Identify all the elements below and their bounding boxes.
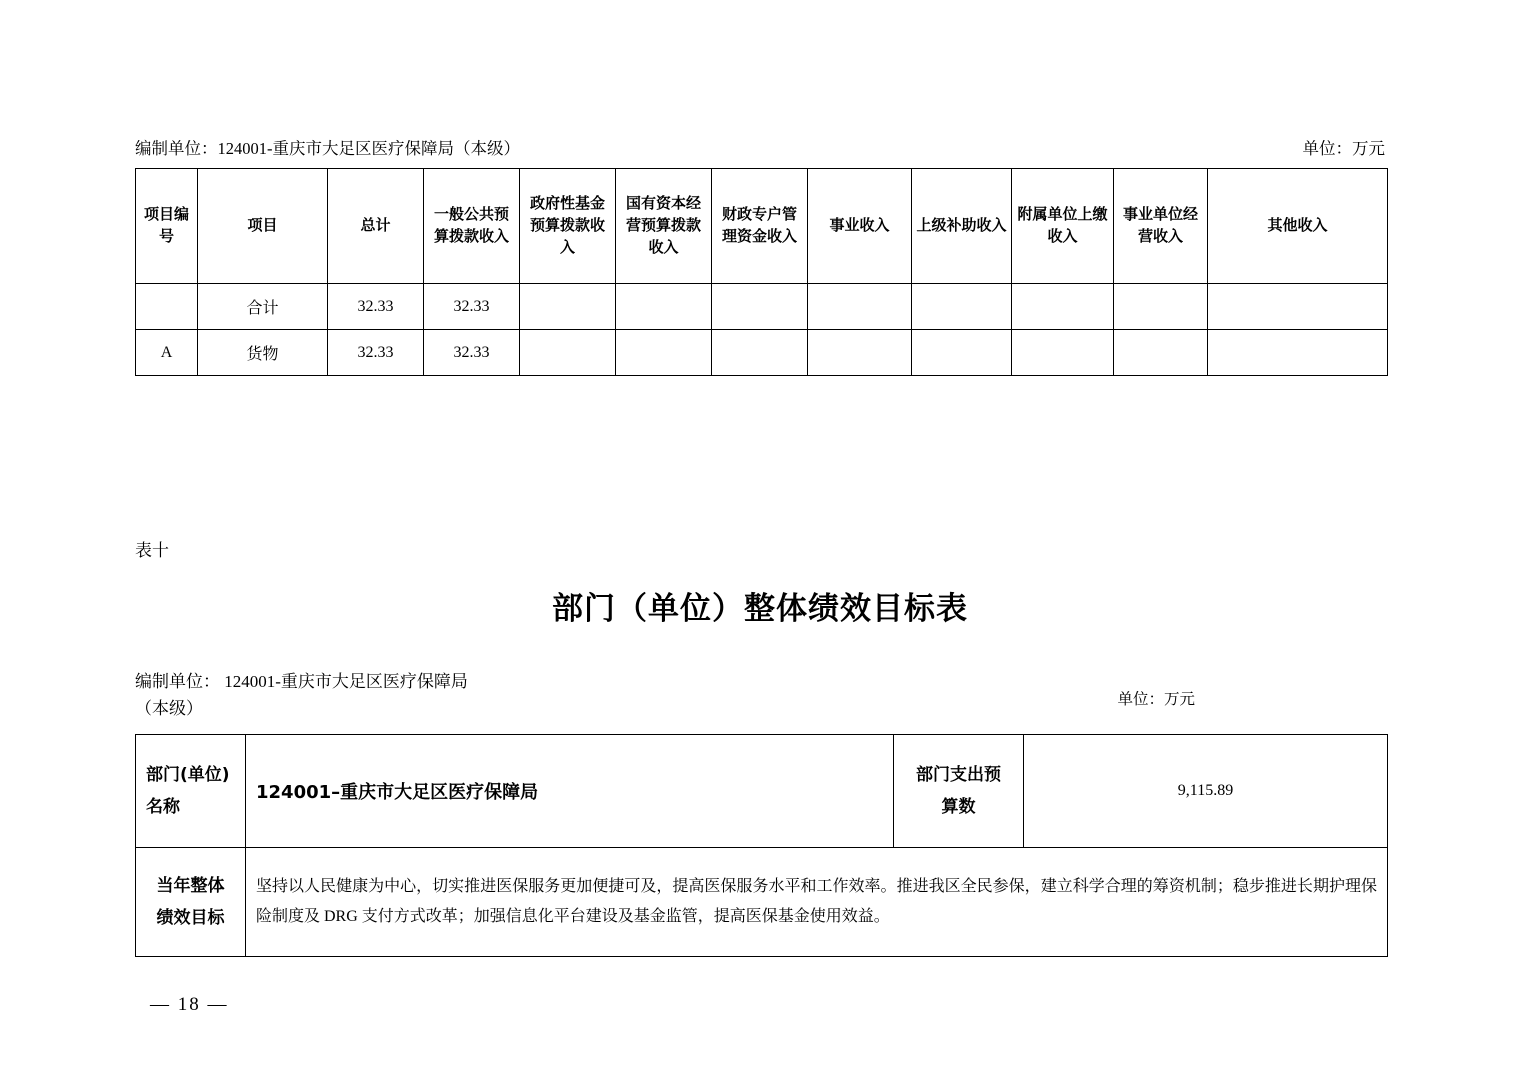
- top-table-unit: 单位：万元: [1302, 139, 1385, 158]
- dept-budget-label-line1: 部门支出预: [916, 764, 1001, 785]
- table-index-label: 表十: [135, 541, 169, 560]
- annual-goal-label-line2: 绩效目标: [156, 908, 225, 928]
- cell-business-unit-operating: [1114, 284, 1208, 330]
- dept-name-label-line1: 部门(单位): [146, 764, 230, 785]
- cell-general-public-budget: 32.33: [424, 330, 520, 376]
- cell-state-capital-budget: [616, 284, 712, 330]
- page-number: — 18 —: [150, 994, 229, 1015]
- perf-prepared-by-line1: 编制单位： 124001-重庆市大足区医疗保障局: [135, 672, 468, 691]
- table-header-row: [136, 169, 1388, 284]
- cell-total: 32.33: [328, 284, 424, 330]
- col-header-gov-fund-budget: 政府性基金预算拨款收入: [520, 169, 616, 284]
- overall-performance-goal-table: [135, 734, 1388, 957]
- cell-business-income: [808, 284, 912, 330]
- col-header-other-income: 其他收入: [1208, 169, 1388, 284]
- dept-budget-label-line2: 算数: [941, 797, 976, 817]
- cell-item: 合计: [198, 284, 328, 330]
- col-header-state-capital-budget: 国有资本经营预算拨款收入: [616, 169, 712, 284]
- top-table-meta: [135, 0, 1385, 159]
- cell-item: 货物: [198, 330, 328, 376]
- cell-gov-fund-budget: [520, 284, 616, 330]
- cell-other-income: [1208, 284, 1388, 330]
- dept-budget-label: [894, 735, 1024, 848]
- table-row-annual-goal: [136, 848, 1388, 957]
- table-row-dept-name: [136, 735, 1388, 848]
- cell-fiscal-account-funds: [712, 284, 808, 330]
- page-title: 部门（单位）整体绩效目标表: [552, 591, 968, 627]
- cell-gov-fund-budget: [520, 330, 616, 376]
- perf-unit-label: 单位：万元: [1117, 691, 1195, 708]
- cell-subordinate-turnover: [1012, 284, 1114, 330]
- cell-code: [136, 284, 198, 330]
- col-header-business-income: 事业收入: [808, 169, 912, 284]
- table-row: [136, 330, 1388, 376]
- cell-general-public-budget: 32.33: [424, 284, 520, 330]
- perf-table-meta: [135, 668, 1385, 720]
- col-header-subordinate-turnover: 附属单位上缴收入: [1012, 169, 1114, 284]
- col-header-general-public-budget: 一般公共预算拨款收入: [424, 169, 520, 284]
- table-row: [136, 284, 1388, 330]
- cell-other-income: [1208, 330, 1388, 376]
- procurement-income-table: [135, 168, 1388, 376]
- annual-goal-label: [136, 848, 246, 957]
- dept-name-value: 124001–重庆市大足区医疗保障局: [246, 735, 894, 848]
- col-header-fiscal-account-funds: 财政专户管理资金收入: [712, 169, 808, 284]
- cell-fiscal-account-funds: [712, 330, 808, 376]
- col-header-business-unit-operating: 事业单位经营收入: [1114, 169, 1208, 284]
- cell-subordinate-turnover: [1012, 330, 1114, 376]
- annual-goal-text: 坚持以人民健康为中心，切实推进医保服务更加便捷可及，提高医保服务水平和工作效率。推进我区全民参保，建立科学合理的筹资机制；稳步推进长期护理保险制度及 DRG 支付方式改革；加强信息化平台建设及基金监管，提高医保基金使用效益。: [246, 848, 1388, 957]
- col-header-item: 项目: [198, 169, 328, 284]
- cell-superior-subsidy: [912, 284, 1012, 330]
- annual-goal-label-line1: 当年整体: [156, 875, 225, 896]
- cell-superior-subsidy: [912, 330, 1012, 376]
- cell-business-income: [808, 330, 912, 376]
- col-header-total: 总计: [328, 169, 424, 284]
- top-table-prepared-by: 编制单位：124001-重庆市大足区医疗保障局（本级）: [135, 139, 520, 158]
- col-header-superior-subsidy: 上级补助收入: [912, 169, 1012, 284]
- dept-name-label-line2: 名称: [146, 797, 180, 817]
- dept-name-label: [136, 735, 246, 848]
- col-header-code: 项目编号: [136, 169, 198, 284]
- cell-code: A: [136, 330, 198, 376]
- dept-budget-value: 9,115.89: [1024, 735, 1388, 848]
- cell-business-unit-operating: [1114, 330, 1208, 376]
- cell-state-capital-budget: [616, 330, 712, 376]
- perf-prepared-by-line2: （本级）: [135, 699, 203, 719]
- cell-total: 32.33: [328, 330, 424, 376]
